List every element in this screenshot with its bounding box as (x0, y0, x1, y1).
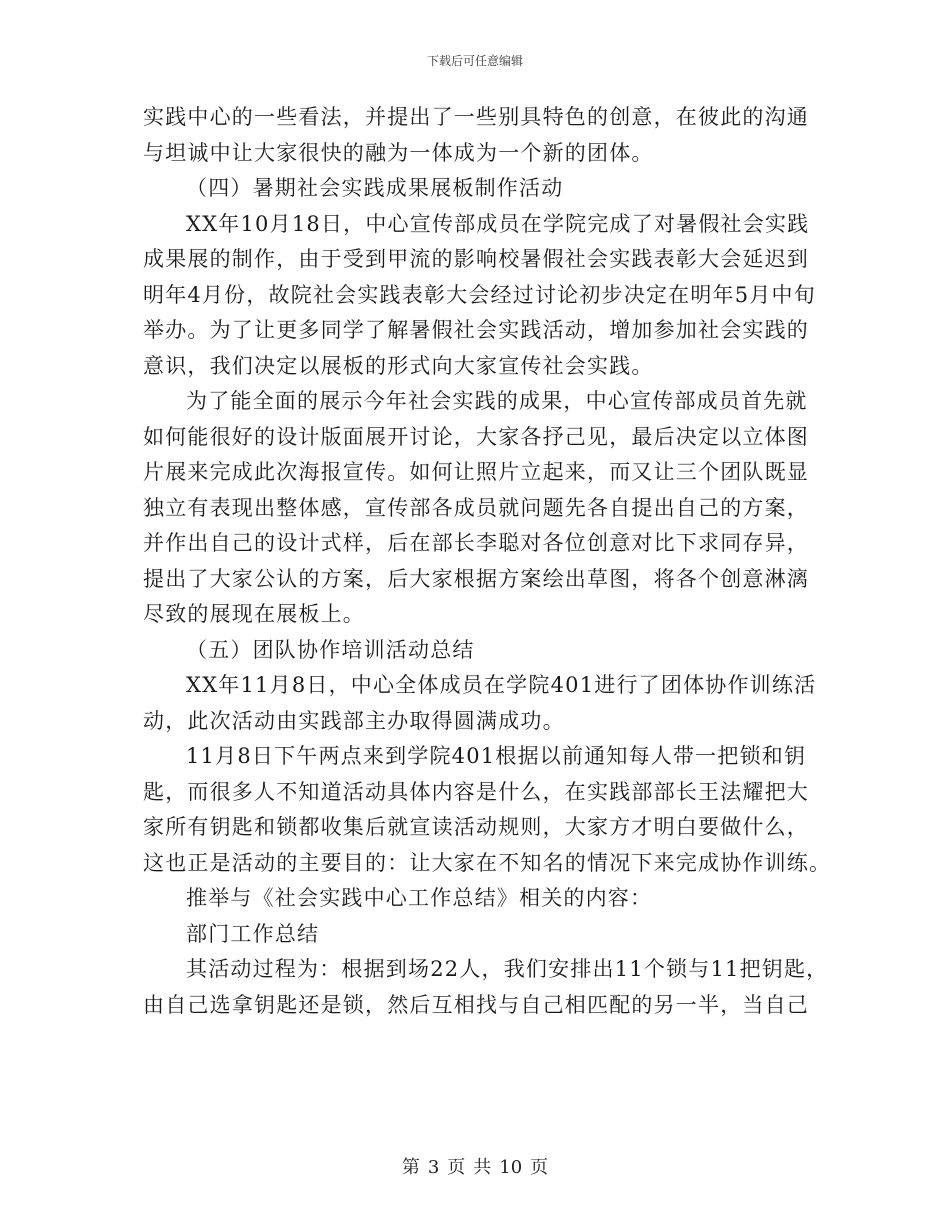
text-line: 意识，我们决定以展板的形式向大家宣传社会实践。 (143, 353, 654, 378)
text-line: 举办。为了让更多同学了解暑假社会实践活动，增加参加社会实践的 (143, 318, 809, 342)
footer-label-total: 共 (473, 1157, 492, 1178)
text-line: 实践中心的一些看法，并提出了一些别具特色的创意，在彼此的沟通 (143, 105, 809, 129)
page-footer (0, 1153, 950, 1179)
text-line: （四）暑期社会实践成果展板制作活动 (186, 176, 564, 200)
text-line: 匙，而很多人不知道活动具体内容是什么，在实践部部长王法耀把大 (143, 779, 809, 804)
document-body (143, 100, 832, 1023)
text-line: 提出了大家公认的方案，后大家根据方案绘出草图，将各个创意淋漓 (143, 566, 809, 591)
text-line: 独立有表现出整体感，宣传部各成员就问题先各自提出自己的方案， (143, 495, 809, 520)
footer-total-pages: 10 (499, 1157, 523, 1178)
text-line: 部门工作总结 (186, 921, 320, 946)
text-line: 为了能全面的展示今年社会实践的成果，中心宣传部成员首先就 (186, 389, 808, 413)
text-line: 如何能很好的设计版面展开讨论，大家各抒己见，最后决定以立体图 (143, 424, 809, 449)
text-line: 其活动过程为：根据到场22人，我们安排出11个锁与11把钥匙， (186, 957, 829, 981)
text-line: 由自己选拿钥匙还是锁，然后互相找与自己相匹配的另一半，当自己 (143, 992, 809, 1017)
text-line: 成果展的制作，由于受到甲流的影响校暑假社会实践表彰大会延迟到 (143, 247, 809, 271)
footer-label-page: 第 (401, 1157, 420, 1178)
text-line: 这也正是活动的主要目的：让大家在不知名的情况下来完成协作训练。 (143, 850, 832, 875)
text-line: 明年4月份，故院社会实践表彰大会经过讨论初步决定在明年5月中旬 (143, 282, 816, 307)
page-header-note: 下载后可任意编辑 (426, 54, 523, 68)
footer-label-page-unit: 页 (447, 1157, 466, 1178)
text-line: 尽致的展现在展板上。 (143, 602, 365, 626)
text-line: 11月8日下午两点来到学院401根据以前通知每人带一把锁和钥 (186, 744, 807, 768)
footer-label-total-unit: 页 (530, 1157, 549, 1178)
text-line: 片展来完成此次海报宣传。如何让照片立起来，而又让三个团队既显 (143, 460, 809, 484)
text-line: 动，此次活动由实践部主办取得圆满成功。 (143, 708, 565, 733)
text-line: 并作出自己的设计式样，后在部长李聪对各位创意对比下求同存异， (143, 531, 809, 555)
footer-current-page: 3 (427, 1157, 440, 1178)
text-line: XX年10月18日，中心宣传部成员在学院完成了对暑假社会实践 (186, 211, 810, 236)
text-line: XX年11月8日，中心全体成员在学院401进行了团体协作训练活 (186, 673, 817, 697)
text-line: 推举与《社会实践中心工作总结》相关的内容： (186, 886, 653, 910)
text-line: 与坦诚中让大家很快的融为一体成为一个新的团体。 (143, 140, 654, 165)
text-line: 家所有钥匙和锁都收集后就宣读活动规则，大家方才明白要做什么， (143, 815, 809, 839)
text-line: （五）团队协作培训活动总结 (186, 637, 475, 662)
